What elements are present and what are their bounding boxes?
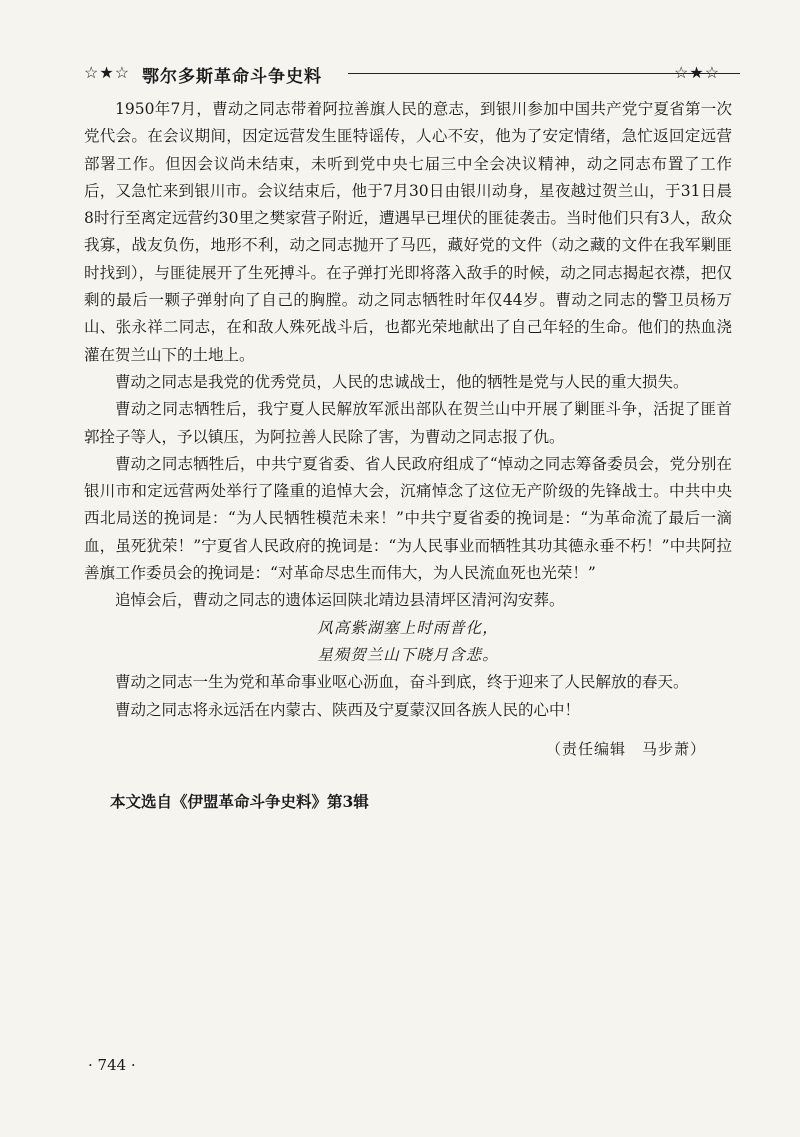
paragraph-1: 1950年7月，曹动之同志带着阿拉善旗人民的意志，到银川参加中国共产党宁夏省第一次党代会。在会议期间，因定远营发生匪特谣传，人心不安，他为了安定情绪，急忙返回定远营部署工作。但因会议尚未结束，未听到党中央七届三中全会决议精神，动之同志布置了工作后，又急忙来到银川市。会议结束后，他于7月30日由银川动身，星夜越过贺兰山，于31日晨8时行至离定远营约30里之樊家营子附近，遭遇早已埋伏的匪徒袭击。当时他们只有3人，敌众我寡，战友负伤，地形不利，动之同志抛开了马匹，藏好党的文件（动之藏的文件在我军剿匪时找到），与匪徒展开了生死搏斗。在子弹打光即将落入敌手的时候，动之同志揭起衣襟，把仅剩的最后一颗子弹射向了自己的胸膛。动之同志牺牲时年仅44岁。曹动之同志的警卫员杨万山、张永祥二同志，在和敌人殊死战斗后，也都光荣地献出了自己年轻的生命。他们的热血浇灌在贺兰山下的土地上。 [84,100,732,364]
paragraph-2: 曹动之同志是我党的优秀党员，人民的忠诚战士，他的牺牲是党与人民的重大损失。 [115,372,689,391]
responsible-editor: （责任编辑 马步萧） [545,740,706,758]
header-stars-left: ☆★☆ [84,63,131,82]
closing-paragraph-1: 曹动之同志一生为党和革命事业呕心沥血，奋斗到底，终于迎来了人民解放的春天。 [115,673,689,692]
running-header [84,60,726,90]
closing-paragraph-2: 曹动之同志将永远活在内蒙古、陕西及宁夏蒙汉回各族人民的心中！ [115,700,581,719]
paragraph-3: 曹动之同志牺牲后，我宁夏人民解放军派出部队在贺兰山中开展了剿匪斗争，活捉了匪首郭拴子等人，予以镇压，为阿拉善人民除了害，为曹动之同志报了仇。 [84,400,732,446]
paragraph-5: 追悼会后，曹动之同志的遗体运回陕北靖边县清坪区清河沟安葬。 [115,591,565,610]
poem-line-1: 风高紫湖塞上时雨普化， [317,618,499,637]
page-number: · 744 · [88,1056,136,1074]
article-body [84,96,732,724]
source-note: 本文选自《伊盟革命斗争史料》第3辑 [110,792,369,811]
poem-line-2: 星殒贺兰山下晓月含悲。 [317,645,499,664]
paragraph-4: 曹动之同志牺牲后，中共宁夏省委、省人民政府组成了“悼动之同志筹备委员会，党分别在银川市和定远营两处举行了隆重的追悼大会，沉痛悼念了这位无产阶级的先锋战士。中共中央西北局送的挽词是：“为人民牺牲模范未来！”中共宁夏省委的挽词是：“为革命流了最后一滴血，虽死犹荣！”宁夏省人民政府的挽词是：“为人民事业而牺牲其功其德永垂不朽！”中共阿拉善旗工作委员会的挽词是：“对革命尽忠生而伟大，为人民流血死也光荣！” [84,454,732,583]
header-title: 鄂尔多斯革命斗争史料 [142,67,322,87]
header-stars-right: ☆★☆ [674,63,721,82]
